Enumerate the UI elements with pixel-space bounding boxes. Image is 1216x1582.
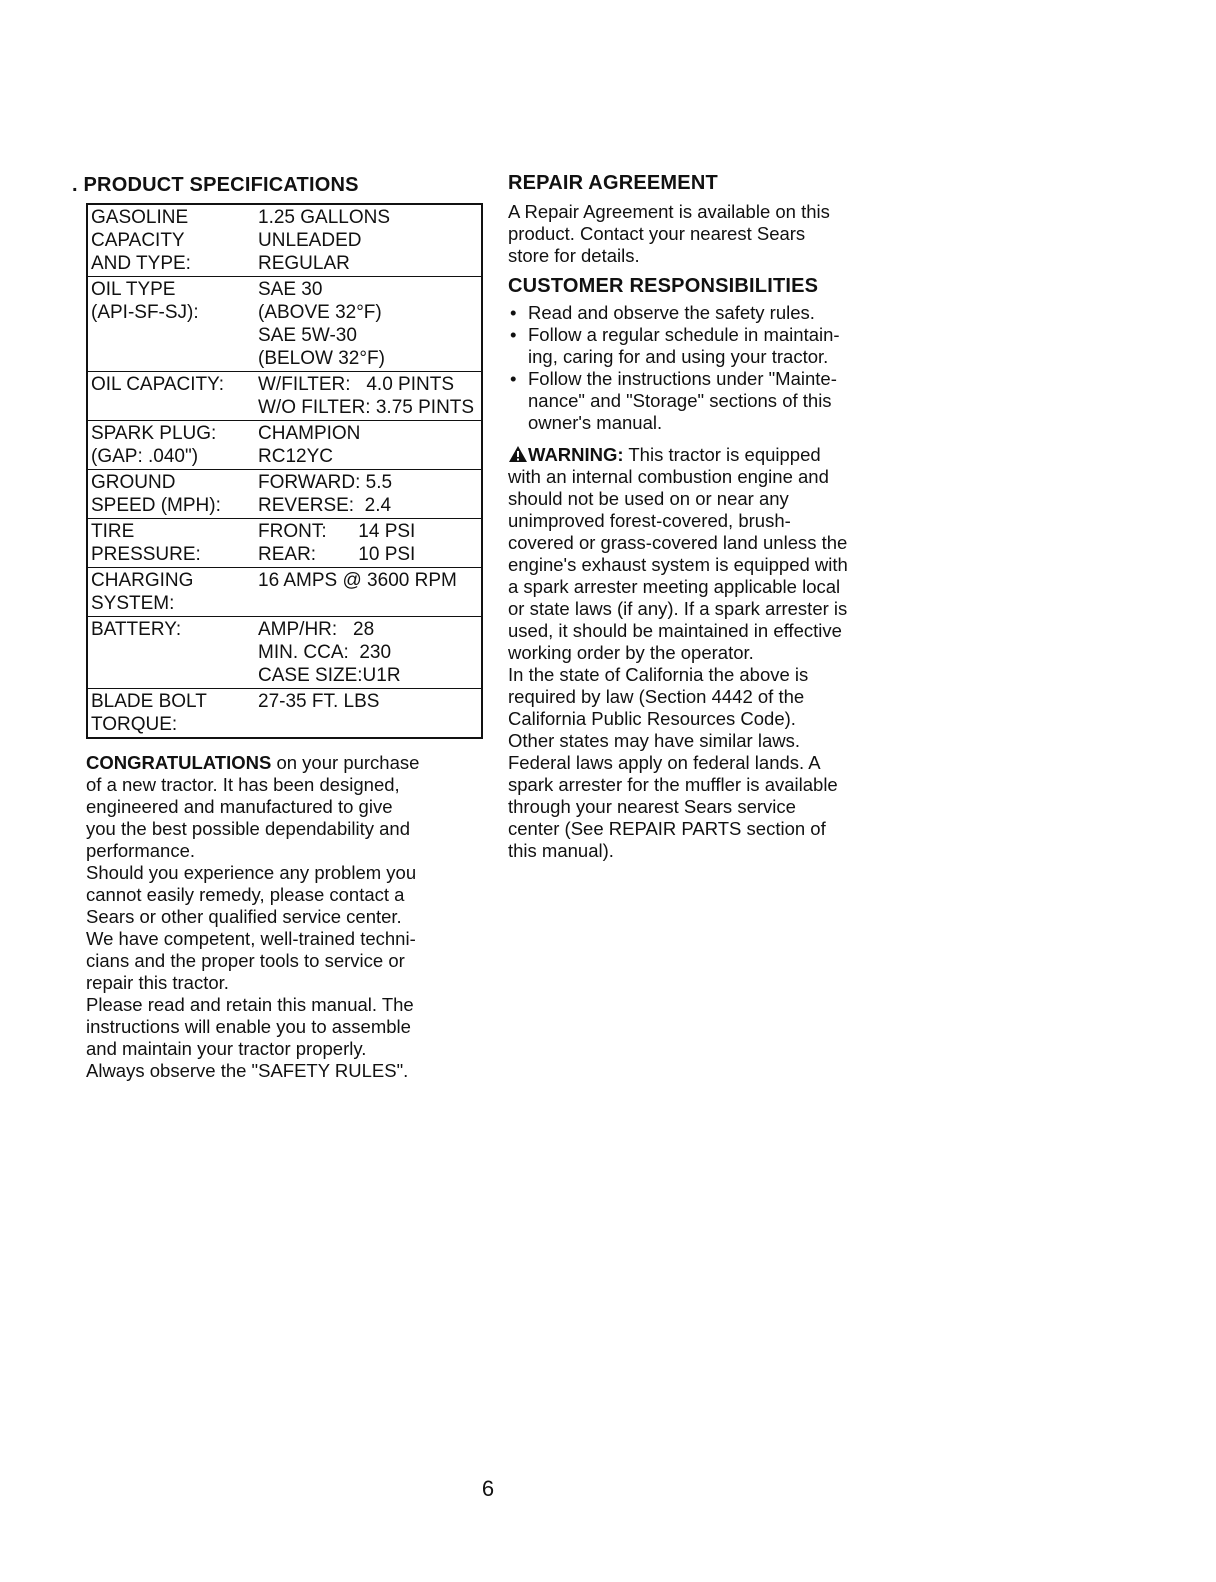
- congratulations-line: and maintain your tractor properly.: [86, 1038, 367, 1059]
- spec-value: [255, 617, 482, 689]
- spec-label: [87, 372, 255, 421]
- responsibility-item: [508, 368, 908, 434]
- warning-line: used, it should be maintained in effective: [508, 620, 842, 641]
- spec-value-line: FRONT: 14 PSI: [258, 521, 416, 542]
- spec-value-line: SAE 5W-30: [258, 325, 357, 346]
- spec-value: [255, 568, 482, 617]
- spec-value-line: (ABOVE 32°F): [258, 302, 382, 323]
- spec-value-line: W/O FILTER: 3.75 PINTS: [258, 397, 475, 418]
- spec-value-line: 1.25 GALLONS: [258, 207, 391, 228]
- spec-label-line: GASOLINE: [91, 207, 189, 228]
- spec-value-line: CASE SIZE:U1R: [258, 665, 401, 686]
- congratulations-line: We have competent, well-trained techni-: [86, 928, 416, 949]
- spec-label-line: GROUND: [91, 472, 176, 493]
- responsibility-line: ing, caring for and using your tractor.: [528, 346, 829, 367]
- spec-value-line: SAE 30: [258, 279, 323, 300]
- warning-line: center (See REPAIR PARTS section of: [508, 818, 826, 839]
- spec-row: [87, 277, 482, 372]
- congratulations-line: instructions will enable you to assemble: [86, 1016, 411, 1037]
- spec-label-line: TORQUE:: [91, 714, 178, 735]
- spec-label-line: PRESSURE:: [91, 544, 201, 565]
- warning-first-line: This tractor is equipped: [623, 444, 821, 465]
- congratulations-line: Sears or other qualified service center.: [86, 906, 402, 927]
- congratulations-line: engineered and manufactured to give: [86, 796, 393, 817]
- spec-label-line: CHARGING: [91, 570, 194, 591]
- warning-line: Federal laws apply on federal lands. A: [508, 752, 821, 773]
- warning-line: Other states may have similar laws.: [508, 730, 800, 751]
- spec-row: [87, 372, 482, 421]
- warning-line: with an internal combustion engine and: [508, 466, 829, 487]
- spec-label: [87, 421, 255, 470]
- warning-line: spark arrester for the muffler is available: [508, 774, 838, 795]
- warning-line: covered or grass-covered land unless the: [508, 532, 848, 553]
- spec-value: [255, 277, 482, 372]
- spec-value-line: FORWARD: 5.5: [258, 472, 393, 493]
- spec-label-line: OIL TYPE: [91, 279, 176, 300]
- spec-row: [87, 617, 482, 689]
- spec-value-line: REVERSE: 2.4: [258, 495, 392, 516]
- congratulations-line: Please read and retain this manual. The: [86, 994, 414, 1015]
- spec-row: [87, 421, 482, 470]
- warning-line: through your nearest Sears service: [508, 796, 796, 817]
- product-specifications-heading: . PRODUCT SPECIFICATIONS: [72, 174, 359, 196]
- spec-value-line: RC12YC: [258, 446, 333, 467]
- spec-value: [255, 372, 482, 421]
- warning-line: should not be used on or near any: [508, 488, 789, 509]
- repair-agreement-text: [508, 201, 908, 267]
- spec-label-line: OIL CAPACITY:: [91, 374, 225, 395]
- warning-line: California Public Resources Code).: [508, 708, 796, 729]
- spec-value-line: 16 AMPS @ 3600 RPM: [258, 570, 457, 591]
- responsibility-item: [508, 302, 908, 324]
- spec-value: [255, 519, 482, 568]
- spec-value: [255, 421, 482, 470]
- page-number: 6: [481, 1476, 495, 1501]
- responsibility-line: • Follow the instructions under "Mainte-: [528, 368, 837, 389]
- spec-value-line: 27-35 FT. LBS: [258, 691, 380, 712]
- responsibilities-list: [508, 302, 908, 434]
- congratulations-line: cians and the proper tools to service or: [86, 950, 405, 971]
- warning-label: WARNING:: [528, 444, 624, 465]
- spec-label-line: SPEED (MPH):: [91, 495, 221, 516]
- spec-row: [87, 568, 482, 617]
- spec-label-line: (GAP: .040"): [91, 446, 199, 467]
- spec-label-line: SPARK PLUG:: [91, 423, 217, 444]
- left-column: [72, 174, 484, 1082]
- spec-row: [87, 470, 482, 519]
- spec-label: [87, 519, 255, 568]
- spec-label-line: BATTERY:: [91, 619, 182, 640]
- responsibility-line: • Read and observe the safety rules.: [528, 302, 815, 323]
- warning-line: or state laws (if any). If a spark arrester is: [508, 598, 848, 619]
- congratulations-line: repair this tractor.: [86, 972, 229, 993]
- spec-value: [255, 470, 482, 519]
- spec-label: [87, 277, 255, 372]
- spec-value-line: UNLEADED: [258, 230, 362, 251]
- spec-value-line: (BELOW 32°F): [258, 348, 385, 369]
- spec-value-line: MIN. CCA: 230: [258, 642, 392, 663]
- spec-row: [87, 204, 482, 277]
- congratulations-line: you the best possible dependability and: [86, 818, 410, 839]
- customer-responsibilities-heading: CUSTOMER RESPONSIBILITIES: [508, 275, 819, 297]
- spec-label-line: AND TYPE:: [91, 253, 191, 274]
- right-column: [508, 172, 908, 862]
- warning-line: working order by the operator.: [508, 642, 754, 663]
- warning-line: a spark arrester meeting applicable local: [508, 576, 841, 597]
- spec-value-line: W/FILTER: 4.0 PINTS: [258, 374, 455, 395]
- warning-line: engine's exhaust system is equipped with: [508, 554, 848, 575]
- congratulations-word: CONGRATULATIONS: [86, 752, 272, 773]
- repair-agreement-line: product. Contact your nearest Sears: [508, 223, 806, 244]
- congratulations-line: Should you experience any problem you: [86, 862, 417, 883]
- spec-value: [255, 689, 482, 739]
- spec-label-line: TIRE: [91, 521, 135, 542]
- responsibility-line: nance" and "Storage" sections of this: [528, 390, 832, 411]
- spec-value-line: REGULAR: [258, 253, 350, 274]
- spec-label: [87, 689, 255, 739]
- spec-value: [255, 204, 482, 277]
- congratulations-line: performance.: [86, 840, 195, 861]
- warning-paragraph: [508, 444, 908, 862]
- congratulations-section: [86, 752, 496, 1082]
- warning-line: this manual).: [508, 840, 614, 861]
- spec-label-line: BLADE BOLT: [91, 691, 207, 712]
- spec-label: [87, 470, 255, 519]
- responsibility-line: • Follow a regular schedule in maintain-: [528, 324, 840, 345]
- warning-line: In the state of California the above is: [508, 664, 809, 685]
- spec-value-line: REAR: 10 PSI: [258, 544, 416, 565]
- congratulations-line: cannot easily remedy, please contact a: [86, 884, 405, 905]
- warning-triangle-icon: [508, 445, 528, 463]
- spec-value-line: AMP/HR: 28: [258, 619, 375, 640]
- specifications-table: [86, 203, 483, 739]
- warning-line: unimproved forest-covered, brush-: [508, 510, 791, 531]
- spec-row: [87, 689, 482, 739]
- spec-value-line: CHAMPION: [258, 423, 361, 444]
- spec-label-line: (API-SF-SJ):: [91, 302, 199, 323]
- spec-label: [87, 617, 255, 689]
- spec-label: [87, 204, 255, 277]
- repair-agreement-line: A Repair Agreement is available on this: [508, 201, 830, 222]
- spec-label-line: SYSTEM:: [91, 593, 175, 614]
- repair-agreement-heading: REPAIR AGREEMENT: [508, 172, 718, 194]
- responsibility-item: [508, 324, 908, 368]
- congratulations-line: of a new tractor. It has been designed,: [86, 774, 400, 795]
- spec-label-line: CAPACITY: [91, 230, 185, 251]
- warning-line: required by law (Section 4442 of the: [508, 686, 805, 707]
- spec-label: [87, 568, 255, 617]
- repair-agreement-line: store for details.: [508, 245, 640, 266]
- congratulations-paragraph: [86, 752, 496, 1082]
- spec-row: [87, 519, 482, 568]
- congratulations-line: on your purchase: [271, 752, 420, 773]
- congratulations-line: Always observe the "SAFETY RULES".: [86, 1060, 409, 1081]
- responsibility-line: owner's manual.: [528, 412, 663, 433]
